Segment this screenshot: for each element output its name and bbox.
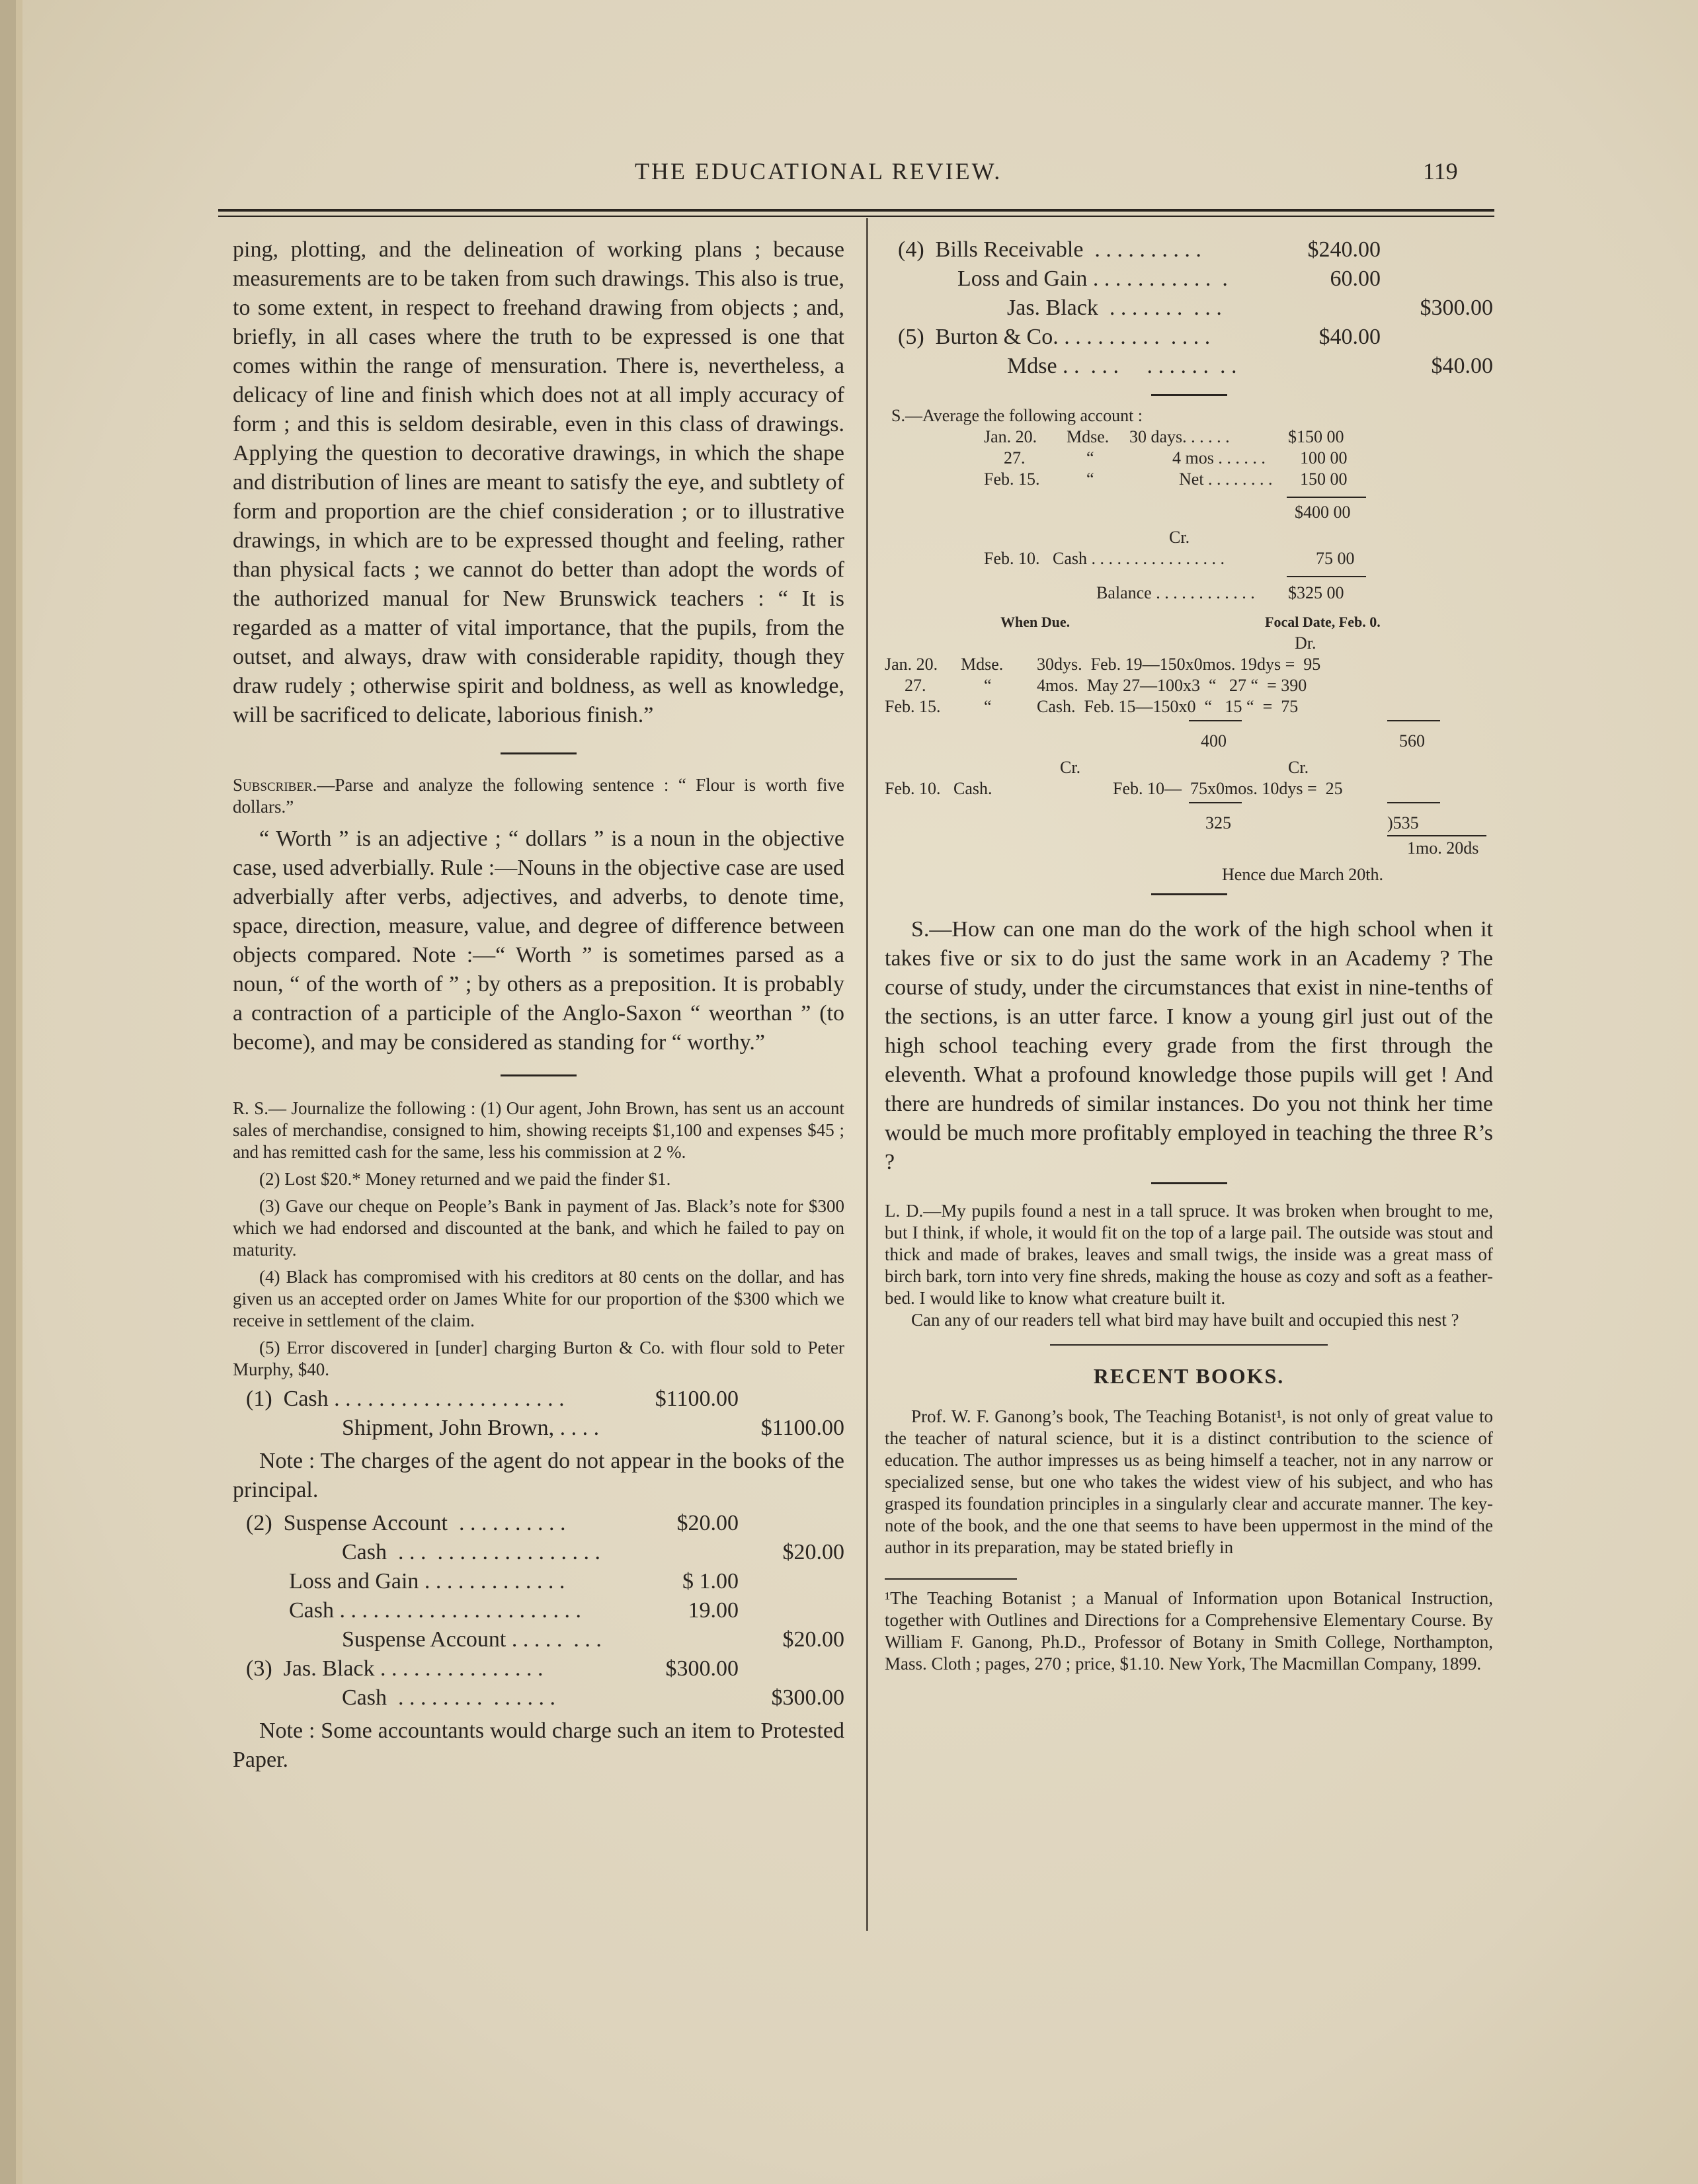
sum-rule	[1387, 802, 1440, 803]
entry-debit: $ 1.00	[682, 1569, 739, 1594]
row-date: 27.	[905, 676, 926, 695]
s-question: S.—How can one man do the work of the high school when it takes five or six to do just the same work in an Academy ? The course of study, under the circumstances that exist in nine-tenths of the sections, is an utter farce. I know a young girl just out of the high school teaching every grade from the first through the eleventh. What a profound knowledge those pupils will get ! And there are hundreds of similar instances. Do you not think her time would be much more profitably employed in teaching the three R’s ?	[885, 917, 1493, 1174]
avg-result	[885, 838, 1493, 859]
binding-edge-shadow	[16, 0, 22, 2184]
journal-entry-line	[885, 294, 1493, 323]
row-item: “	[1086, 469, 1094, 489]
subscriber-name: Subscriber.	[233, 775, 317, 795]
sum-rule	[1387, 720, 1440, 721]
row-amount: 150 00	[1300, 469, 1348, 489]
entry-label: Mdse . . . . . . . . . . . . .	[1007, 354, 1237, 378]
row-detail: Feb. 10— 75x0mos. 10dys = 25	[1113, 779, 1343, 798]
cr-text: Cr.	[1060, 758, 1081, 777]
cr-text: Cr.	[1169, 528, 1190, 547]
cr-text: Cr.	[1288, 758, 1309, 777]
row-date: Jan. 20.	[984, 427, 1037, 446]
ld-question: Can any of our readers tell what bird may have built and occupied this nest ?	[911, 1310, 1459, 1330]
conclusion-text: Hence due March 20th.	[1222, 865, 1384, 884]
row-item: Mdse.	[1067, 427, 1110, 446]
row-item: “	[1086, 448, 1094, 467]
entry-label: (3) Jas. Black . . . . . . . . . . . . . . .	[246, 1656, 544, 1681]
header-rule	[218, 209, 1494, 212]
avg-totals	[885, 731, 1493, 752]
rs-item: (4) Black has compromised with his creditors at 80 cents on the dollar, and has given us an accepted order on James White for our proportion of the $300 which we receive in settlement of the claim.	[233, 1267, 844, 1330]
journal-entry-line	[885, 264, 1493, 294]
entry-debit: $300.00	[665, 1656, 739, 1681]
recent-books-heading: RECENT BOOKS.	[1093, 1364, 1285, 1388]
journal-entry-line	[233, 1625, 844, 1654]
journal-entry-line	[233, 1538, 844, 1567]
net-1: 325	[1205, 813, 1231, 832]
sum-rule	[1189, 802, 1242, 803]
journal-entry-line	[233, 1683, 844, 1713]
journal-entry-line	[233, 1509, 844, 1538]
avg-row	[885, 654, 1493, 675]
row-terms: Net . . . . . . . .	[1179, 469, 1273, 489]
balance-row	[885, 583, 1493, 604]
row-date: 27.	[1004, 448, 1026, 467]
row-date: Feb. 15.	[984, 469, 1040, 489]
credit-labels	[885, 757, 1493, 778]
row-amount: 75 00	[1316, 549, 1355, 568]
journal-entry-line	[885, 352, 1493, 381]
entry-label: Cash . . . . . . . . . . . . . . . . . .	[342, 1540, 600, 1564]
row-amount: $150 00	[1288, 427, 1344, 446]
entry-debit: $1100.00	[655, 1387, 739, 1411]
journal-entry-line	[233, 1596, 844, 1625]
dr-text: Dr.	[1295, 633, 1316, 653]
row-date: Feb. 15.	[885, 697, 941, 716]
entry-debit: 19.00	[688, 1598, 739, 1623]
sum-rule	[1189, 720, 1242, 721]
row-item: “	[984, 676, 992, 695]
average-total	[885, 502, 1493, 523]
rs-item: (2) Lost $20.* Money returned and we paid the finder $1.	[259, 1169, 671, 1189]
subscriber-question	[233, 774, 844, 818]
focal-date-label: Focal Date, Feb. 0.	[1265, 614, 1381, 630]
entry-credit: $20.00	[782, 1540, 844, 1564]
note: Note : The charges of the agent do not appear in the books of the principal.	[233, 1449, 844, 1502]
entry-debit: 60.00	[1330, 266, 1381, 291]
row-date: Jan. 20.	[885, 655, 938, 674]
header-rule-thin	[218, 216, 1494, 217]
row-terms: 4 mos . . . . . .	[1172, 448, 1266, 467]
footnote: ¹The Teaching Botanist ; a Manual of Information upon Botanical Instruction, together with Outlines and Directions for a Comprehensive Elementary Course. By William F. Ganong, Ph.D., Professor of Botany in Smith College, Northampton, Mass. Cloth ; pages, 270 ; price, $1.10. New York, The Macmillan Company, 1899.	[885, 1588, 1493, 1674]
entry-debit: $240.00	[1307, 237, 1381, 262]
average-intro	[885, 405, 1493, 426]
journal-entry-line	[233, 1385, 844, 1414]
avg-row	[885, 696, 1493, 717]
average-row	[885, 426, 1493, 448]
left-column	[233, 235, 844, 1775]
drawing-paragraph: ping, plotting, and the delineation of working plans ; because measurements are to be taken from such drawings. This also is true, to some extent, in respect to freehand drawing from objects ; and, briefly, in all cases where the truth to be expressed is one that comes within the range of mensuration. There is, nevertheless, a delicacy of line and finish which does not at all imply accuracy of form ; and this is seldom desirable, even in this class of drawings. Applying the question to decorative drawings, in which the shape and distribution of lines are meant to satisfy the eye, and subtlety of form and proportion are the chief consideration ; or to illustrative drawings, in which are to be expressed thought and feeling, rather than physical facts ; we cannot do better than adopt the words of the authorized manual for New Brunswick teachers : “ It is regarded as a matter of vital importance, that the pupils, from the outset, and always, draw with considerable rapidity, though they draw rudely ; otherwise spirit and boldness, as well as knowledge, will be sacrificed to delicate, laborious finish.”	[233, 237, 844, 727]
note: Note : Some accountants would charge such an item to Protested Paper.	[233, 1719, 844, 1772]
avg-conclusion	[885, 864, 1493, 885]
result-text: 1mo. 20ds	[1407, 838, 1479, 858]
entry-label: Suspense Account . . . . . . . .	[342, 1627, 602, 1652]
journal-entry-line	[885, 235, 1493, 264]
journal-entry-line	[233, 1414, 844, 1443]
entry-label: Shipment, John Brown, . . . .	[342, 1416, 600, 1440]
total-2: 560	[1399, 731, 1425, 750]
avg-row	[885, 675, 1493, 696]
row-label: Feb. 10. Cash . . . . . . . . . . . . . . . .	[984, 549, 1225, 568]
credit-label	[885, 527, 1493, 548]
binding-edge	[0, 0, 16, 2184]
book-review: Prof. W. F. Ganong’s book, The Teaching Botanist¹, is not only of great value to the teacher of natural science, but it is a distinct contribution to the science of education. The author impresses us as being himself a teacher, not in any narrow or specialized sense, but one who takes the widest view of his subject, and who has grasped its foundation principles in a singularly clear and accurate manner. The key-note of the book, and the one that seems to have been uppermost in the mind of the author in its preparation, may be stated briefly in	[885, 1406, 1493, 1557]
average-row	[885, 469, 1493, 490]
rs-item: (3) Gave our cheque on People’s Bank in payment of Jas. Black’s note for $300 which we had endorsed and discounted at the bank, and which he failed to pay on maturity.	[233, 1196, 844, 1260]
row-item: Mdse.	[961, 655, 1004, 674]
entry-credit: $300.00	[1420, 296, 1493, 320]
row-detail: Cash. Feb. 15—150x0 “ 15 “ = 75	[1037, 697, 1299, 716]
row-label: Feb. 10. Cash.	[885, 779, 992, 798]
journal-entry-line	[233, 1654, 844, 1683]
entry-label: Loss and Gain . . . . . . . . . . . . .	[289, 1569, 565, 1594]
row-amount: 100 00	[1300, 448, 1348, 467]
journal-entry-line	[885, 323, 1493, 352]
debit-label	[885, 633, 1493, 654]
entry-credit: $300.00	[771, 1685, 844, 1710]
entry-credit: $1100.00	[760, 1416, 844, 1440]
entry-label: (1) Cash . . . . . . . . . . . . . . . . . . . . .	[246, 1387, 565, 1411]
sum-rules	[885, 717, 1493, 723]
entry-label: (4) Bills Receivable . . . . . . . . . .	[898, 237, 1201, 262]
entry-label: Cash . . . . . . . . . . . . . . . . . . . . . .	[289, 1598, 581, 1623]
avg-net	[885, 813, 1493, 834]
running-head: THE EDUCATIONAL REVIEW.	[635, 158, 1002, 184]
row-terms: 30 days. . . . . .	[1129, 427, 1230, 446]
subscriber-question-text: —Parse and analyze the following sentence : “ Flour is worth five dollars.”	[233, 775, 844, 817]
average-intro-text: S.—Average the following account :	[891, 406, 1143, 425]
average-row	[885, 548, 1493, 569]
rs-item: (5) Error discovered in [under] charging Burton & Co. with flour sold to Peter Murphy, $40.	[233, 1338, 844, 1379]
row-item: “	[984, 697, 992, 716]
entry-label: Loss and Gain . . . . . . . . . . . .	[957, 266, 1228, 291]
entry-credit: $40.00	[1431, 354, 1493, 378]
sum-rules	[885, 799, 1493, 805]
rs-item: R. S.— Journalize the following : (1) Our agent, John Brown, has sent us an account sales of merchandise, consigned to him, showing receipts $1,100 and expenses $45 ; and has remitted cash for the same, less his commission at 2 %.	[233, 1098, 844, 1162]
ld-letter: L. D.—My pupils found a nest in a tall spruce. It was broken when brought to me, but I think, if whole, it would fit on the top of a large pail. The outside was stout and thick and made of brakes, leaves and small twigs, the inside was a great mass of birch bark, torn into very fine shreds, making the house as cozy and soft as a feather-bed. I would like to know what creature built it.	[885, 1201, 1493, 1308]
entry-label: (2) Suspense Account . . . . . . . . . .	[246, 1511, 566, 1535]
row-label: Balance . . . . . . . . . . . .	[1096, 583, 1255, 602]
total-1: 400	[1201, 731, 1227, 750]
average-subheads	[885, 612, 1493, 633]
when-due-label: When Due.	[1000, 614, 1071, 630]
page-number: 119	[1423, 158, 1458, 184]
entry-credit: $20.00	[782, 1627, 844, 1652]
right-column	[885, 235, 1493, 1675]
avg-row	[885, 778, 1493, 799]
average-row	[885, 448, 1493, 469]
journal-entry-line	[233, 1567, 844, 1596]
entry-label: (5) Burton & Co. . . . . . . . . . . . . .	[898, 325, 1211, 349]
subscriber-answer: “ Worth ” is an adjective ; “ dollars ” is a noun in the objective case, used adverbially. Rule :—Nouns in the objective case are used adverbially after verbs, adjectives, and adverbs, to denote time, space, direction, measure, value, and degree of difference between objects compared. Note :—“ Worth ” is sometimes parsed as a noun, “ of the worth of ” ; by others as a preposition. It is probably a contraction of a participle of the Anglo-Saxon “ weorthan ” (to become), and may be considered as standing for “ worthy.”	[233, 827, 844, 1055]
entry-label: Cash . . . . . . . . . . . . . .	[342, 1685, 555, 1710]
row-detail: 4mos. May 27—100x3 “ 27 “ = 390	[1037, 676, 1307, 695]
entry-debit: $20.00	[676, 1511, 739, 1535]
entry-label: Jas. Black . . . . . . . . . .	[1007, 296, 1222, 320]
row-amount: $325 00	[1288, 583, 1344, 602]
row-detail: 30dys. Feb. 19—150x0mos. 19dys = 95	[1037, 655, 1321, 674]
total-amount: $400 00	[1295, 503, 1351, 522]
net-2: )535	[1387, 813, 1419, 832]
column-divider	[866, 218, 868, 1931]
division-rule	[1387, 835, 1486, 836]
entry-debit: $40.00	[1318, 325, 1381, 349]
